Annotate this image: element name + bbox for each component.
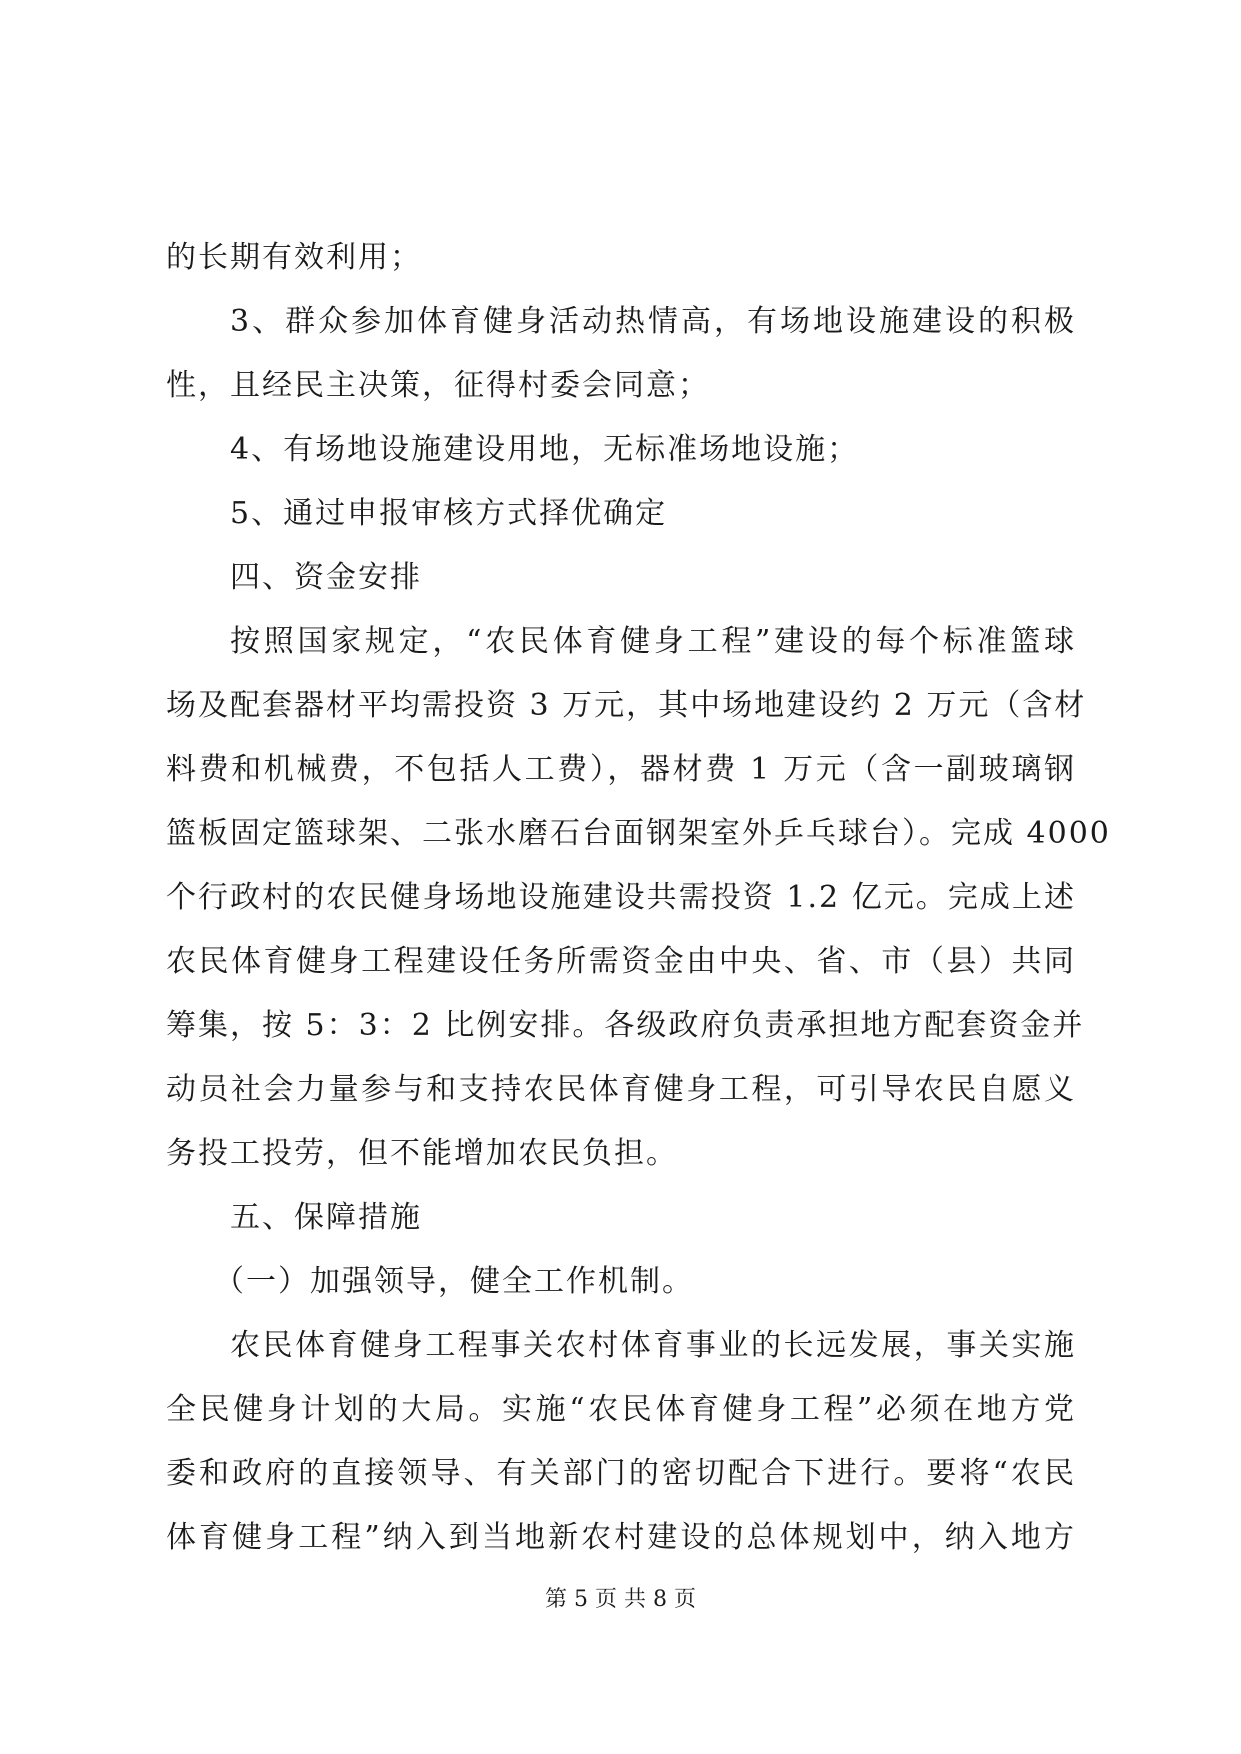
text-line: 动员社会力量参与和支持农民体育健身工程，可引导农民自愿义 bbox=[166, 1072, 1076, 1107]
text-line: 筹集，按 5：3：2 比例安排。各级政府负责承担地方配套资金并 bbox=[166, 1008, 1085, 1043]
text-line: 务投工投劳，但不能增加农民负担。 bbox=[166, 1136, 678, 1171]
text-line: 按照国家规定，“农民体育健身工程”建设的每个标准篮球 bbox=[230, 624, 1076, 659]
text-line: 场及配套器材平均需投资 3 万元，其中场地建设约 2 万元（含材 bbox=[166, 688, 1087, 723]
text-line: 个行政村的农民健身场地设施建设共需投资 1.2 亿元。完成上述 bbox=[166, 880, 1076, 915]
text-line: 农民体育健身工程事关农村体育事业的长远发展，事关实施 bbox=[230, 1328, 1076, 1363]
text-line: 全民健身计划的大局。实施“农民体育健身工程”必须在地方党 bbox=[166, 1392, 1076, 1427]
text-line: 体育健身工程”纳入到当地新农村建设的总体规划中，纳入地方 bbox=[166, 1520, 1076, 1555]
text-line: 5、通过申报审核方式择优确定 bbox=[230, 496, 668, 531]
document-body bbox=[166, 226, 1111, 1570]
section-heading: 五、保障措施 bbox=[230, 1200, 422, 1235]
text-line: 的长期有效利用； bbox=[166, 240, 422, 275]
text-line: 料费和机械费，不包括人工费），器材费 1 万元（含一副玻璃钢 bbox=[166, 752, 1076, 787]
text-line: 农民体育健身工程建设任务所需资金由中央、省、市（县）共同 bbox=[166, 944, 1076, 979]
section-heading: 四、资金安排 bbox=[230, 560, 422, 595]
text-line: 篮板固定篮球架、二张水磨石台面钢架室外乒乓球台）。完成 4000 bbox=[166, 816, 1111, 851]
text-line: 3、群众参加体育健身活动热情高，有场地设施建设的积极 bbox=[230, 304, 1076, 339]
text-line: 4、有场地设施建设用地，无标准场地设施； bbox=[230, 432, 860, 467]
subsection-heading: （一）加强领导，健全工作机制。 bbox=[214, 1264, 694, 1299]
text-line: 委和政府的直接领导、有关部门的密切配合下进行。要将“农民 bbox=[166, 1456, 1076, 1491]
page-footer: 第 5 页 共 8 页 bbox=[545, 1587, 696, 1612]
text-line: 性，且经民主决策，征得村委会同意； bbox=[166, 368, 710, 403]
